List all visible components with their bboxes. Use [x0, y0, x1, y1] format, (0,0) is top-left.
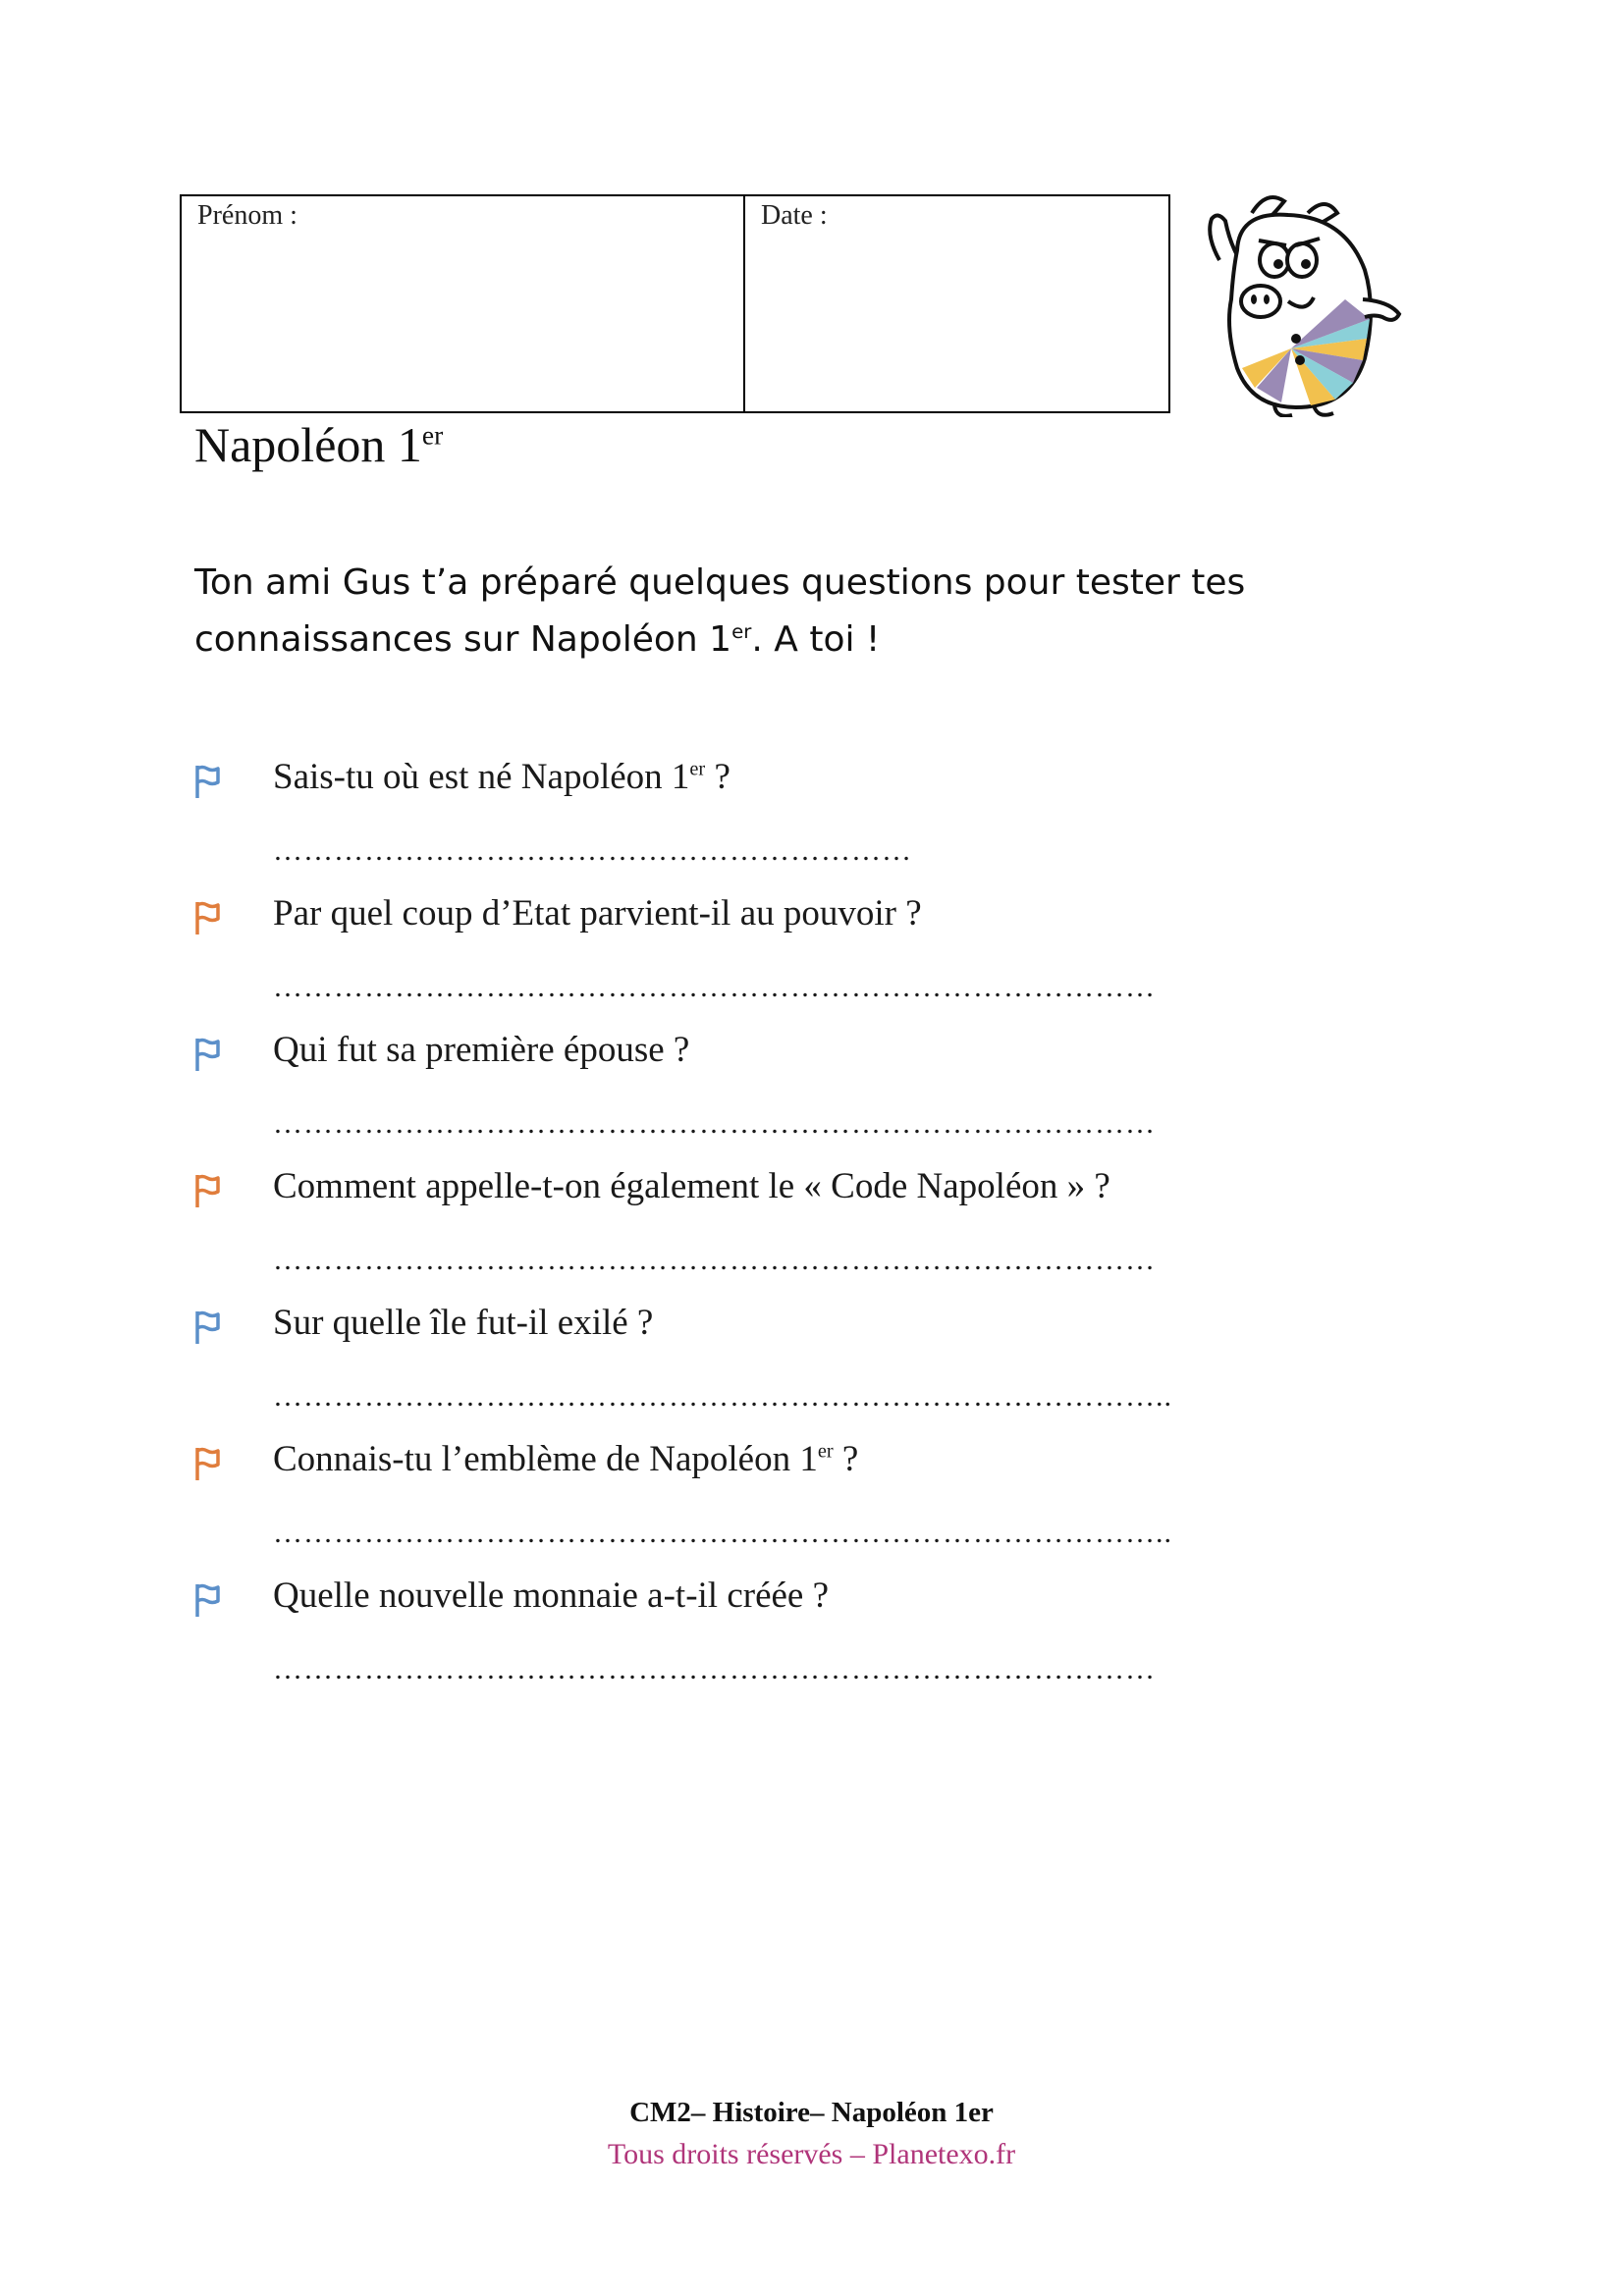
- question-label: Sur quelle île fut-il exilé ?: [273, 1303, 654, 1343]
- intro-part1: Ton ami Gus t’a préparé quelques questions pour tester tes connaissances sur Napoléon 1: [194, 562, 1246, 660]
- question-text: [273, 1165, 1110, 1208]
- question-text: [273, 1029, 689, 1072]
- question-item: [192, 756, 1400, 892]
- question-tail: ?: [833, 1439, 859, 1479]
- question-item: [192, 1029, 1400, 1165]
- question-text: [273, 892, 922, 935]
- date-label: Date :: [761, 200, 828, 231]
- firstname-field[interactable]: [182, 196, 745, 411]
- flag-icon: [192, 899, 222, 936]
- answer-line[interactable]: ……………………………………………………………………………..: [273, 1519, 1172, 1548]
- question-item: [192, 1165, 1400, 1302]
- flag-icon: [192, 1172, 222, 1209]
- flag-icon: [192, 1581, 222, 1619]
- flag-icon: [192, 1036, 222, 1073]
- page-title: [194, 416, 443, 473]
- question-tail: ?: [705, 757, 730, 797]
- title-sup: er: [421, 419, 444, 451]
- gus-mascot-icon: [1198, 191, 1409, 417]
- question-text: [273, 1302, 653, 1345]
- intro-part2: . A toi !: [751, 619, 881, 660]
- question-label: Sais-tu où est né Napoléon 1: [273, 757, 690, 797]
- question-label: Par quel coup d’Etat parvient-il au pouvoir ?: [273, 893, 922, 934]
- question-label: Quelle nouvelle monnaie a-t-il créée ?: [273, 1575, 830, 1616]
- answer-line[interactable]: ……………………………………………………………………………: [273, 1246, 1156, 1275]
- title-main: Napoléon 1: [194, 417, 422, 472]
- answer-line[interactable]: ……………………………………………………………………………: [273, 1655, 1156, 1684]
- flag-icon: [192, 1445, 222, 1482]
- question-item: [192, 1575, 1400, 1711]
- question-label: Qui fut sa première épouse ?: [273, 1030, 690, 1070]
- footer-course: CM2– Histoire– Napoléon 1er: [629, 2097, 994, 2128]
- question-list: [192, 756, 1400, 1711]
- footer-copyright: Tous droits réservés – Planetexo.fr: [607, 2138, 1016, 2170]
- student-info-table: [180, 194, 1170, 413]
- answer-line[interactable]: ………………………………………………………: [273, 836, 912, 866]
- answer-line[interactable]: ……………………………………………………………………………: [273, 973, 1156, 1002]
- question-text: [273, 1438, 858, 1481]
- question-label: Comment appelle-t-on également le « Code Napoléon » ?: [273, 1166, 1110, 1206]
- intro-sup: er: [731, 620, 752, 643]
- question-item: [192, 892, 1400, 1029]
- intro-text: [194, 555, 1343, 668]
- question-label: Connais-tu l’emblème de Napoléon 1: [273, 1439, 818, 1479]
- flag-icon: [192, 1308, 222, 1346]
- question-item: [192, 1302, 1400, 1438]
- question-text: [273, 756, 730, 799]
- date-field[interactable]: [745, 196, 1168, 411]
- answer-line[interactable]: ……………………………………………………………………………: [273, 1109, 1156, 1139]
- flag-icon: [192, 763, 222, 800]
- question-sup: er: [689, 758, 706, 780]
- question-item: [192, 1438, 1400, 1575]
- answer-line[interactable]: ……………………………………………………………………………..: [273, 1382, 1172, 1412]
- question-sup: er: [817, 1440, 834, 1463]
- question-text: [273, 1575, 829, 1618]
- firstname-label: Prénom :: [197, 200, 298, 231]
